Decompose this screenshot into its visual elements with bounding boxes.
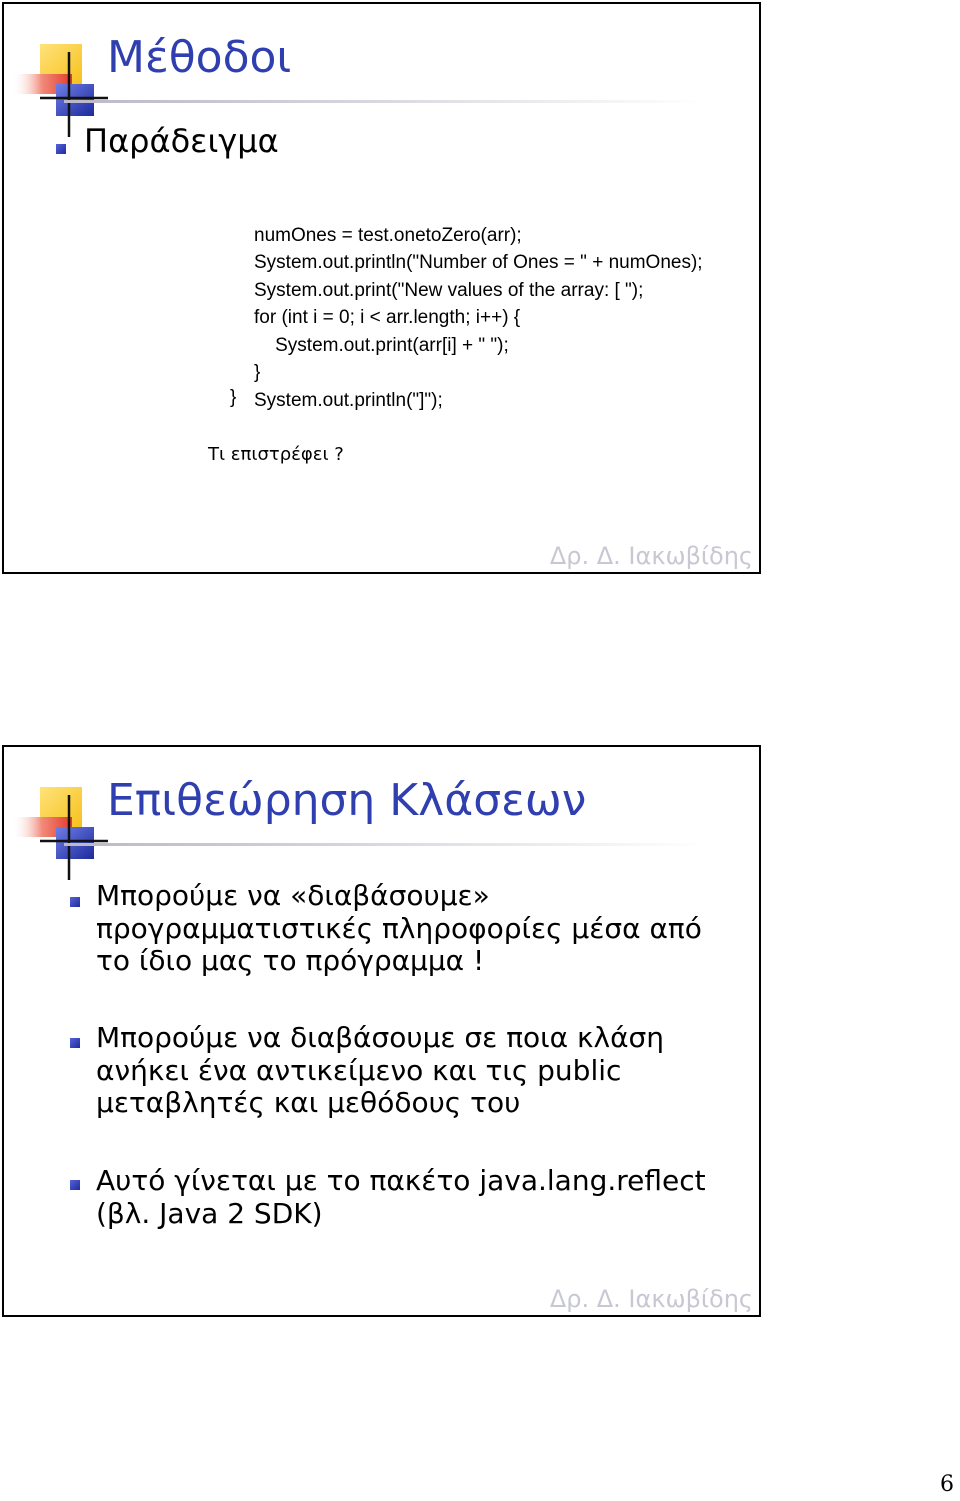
code-line: System.out.print("New values of the array: [ ");	[254, 279, 644, 301]
code-line: System.out.println("Number of Ones = " + numOnes);	[254, 252, 703, 273]
code-line: System.out.println("]");	[254, 389, 443, 411]
title-divider	[64, 100, 704, 103]
bullet-square-icon	[56, 144, 66, 154]
code-block	[254, 194, 703, 414]
slide-logo-icon	[12, 787, 112, 882]
title-divider	[64, 843, 704, 846]
bullet-text: Αυτό γίνεται με το πακέτο java.lang.reflect (βλ. Java 2 SDK)	[96, 1164, 706, 1230]
author-footer: Δρ. Δ. Ιακωβίδης	[549, 1285, 753, 1313]
code-closing-brace: }	[230, 387, 237, 408]
bullet-text: Μπορούμε να διαβάσουμε σε ποια κλάση ανήκει ένα αντικείμενο και τις public μεταβλητές και μεθόδους του	[96, 1021, 665, 1119]
code-line: }	[254, 362, 261, 383]
bullet-square-icon	[70, 897, 80, 907]
question-text: Τι επιστρέφει ?	[208, 444, 344, 465]
slide-title: Επιθεώρηση Κλάσεων	[107, 775, 587, 826]
bullet-square-icon	[70, 1180, 80, 1190]
bullet-text: Μπορούμε να «διαβάσουμε» προγραμματιστικές πληροφορίες μέσα από το ίδιο μας το πρόγραμμα !	[96, 879, 702, 977]
slide-title: Μέθοδοι	[107, 32, 292, 83]
slide-subtitle: Παράδειγμα	[84, 122, 279, 160]
code-line: System.out.print(arr[i] + " ");	[254, 334, 509, 356]
code-line: numOnes = test.onetoZero(arr);	[254, 224, 522, 246]
code-line: for (int i = 0; i < arr.length; i++) {	[254, 307, 521, 328]
page-number: 6	[940, 1472, 954, 1497]
author-footer: Δρ. Δ. Ιακωβίδης	[549, 542, 753, 570]
slide-methods	[2, 2, 761, 574]
bullet-square-icon	[70, 1038, 80, 1048]
slide-class-reflection	[2, 745, 761, 1317]
